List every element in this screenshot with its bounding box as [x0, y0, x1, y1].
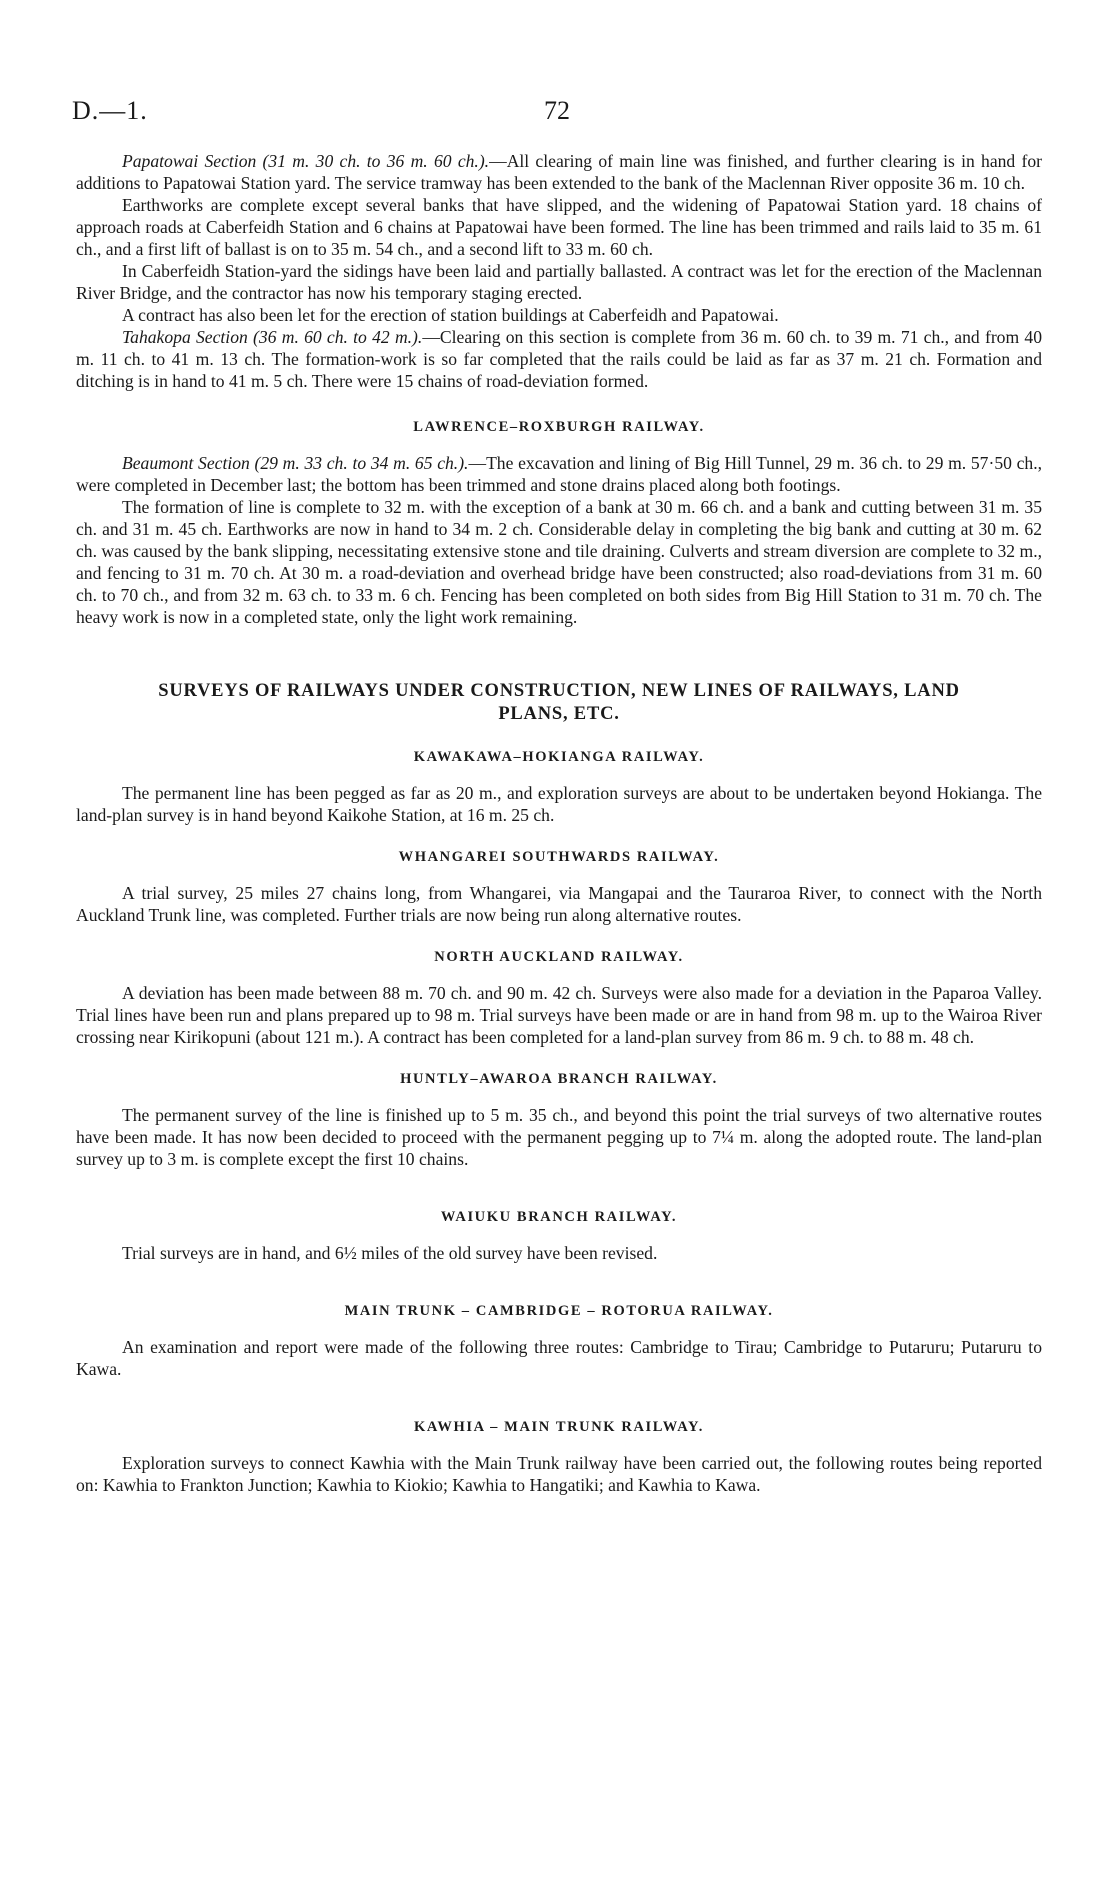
- beaumont-section-title: Beaumont Section (29 m. 33 ch. to 34 m. 65 ch.).: [122, 453, 469, 473]
- report-reference: D.—1.: [72, 96, 148, 125]
- papatowai-paragraph-2: Earthworks are complete except several banks that have slipped, and the widening of Papatowai Station yard. 18 chains of approach roads at Caberfeidh Station and 6 chains at Papatowai have been formed. The line has been trimmed and rails laid to 35 m. 61 ch., and a first lift of ballast is on to 35 m. 54 ch., and a second lift to 33 m. 60 ch.: [76, 195, 1042, 259]
- waiuku-branch-heading: WAIUKU BRANCH RAILWAY.: [440, 1209, 678, 1225]
- kawhia-paragraph: Exploration surveys to connect Kawhia with the Main Trunk railway have been carried out, the following routes being reported on: Kawhia to Frankton Junction; Kawhia to Kiokio; Kawhia to Hangatiki; and Kawhia to Kawa.: [76, 1453, 1042, 1495]
- papatowai-paragraph-3: In Caberfeidh Station-yard the sidings have been laid and partially ballasted. A contract was let for the erection of the Maclennan River Bridge, and the contractor has now his temporary staging erected.: [76, 261, 1042, 303]
- kawakawa-hokianga-heading: KAWAKAWA–HOKIANGA RAILWAY.: [413, 749, 705, 765]
- cambridge-paragraph: An examination and report were made of the following three routes: Cambridge to Tirau; Cambridge to Putaruru; Putaruru to Kawa.: [76, 1337, 1042, 1379]
- page-body: [76, 150, 1042, 1496]
- kawhia-main-trunk-heading: KAWHIA – MAIN TRUNK RAILWAY.: [414, 1419, 704, 1435]
- papatowai-paragraph-4: A contract has also been let for the erection of station buildings at Caberfeidh and Papatowai.: [122, 305, 779, 325]
- surveys-heading: SURVEYS OF RAILWAYS UNDER CONSTRUCTION, NEW LINES OF RAILWAYS, LAND PLANS, ETC.: [158, 681, 960, 724]
- kawakawa-paragraph: The permanent line has been pegged as far as 20 m., and exploration surveys are about to be undertaken beyond Hokianga. The land-plan survey is in hand beyond Kaikohe Station, at 16 m. 25 ch.: [76, 783, 1042, 825]
- papatowai-paragraph-1: Papatowai Section (31 m. 30 ch. to 36 m. 60 ch.).—All clearing of main line was finished, and further clearing is in hand for additions to Papatowai Station yard. The service tramway has been extended to the bank of the Maclennan River opposite 36 m. 10 ch.: [76, 151, 1043, 193]
- beaumont-paragraph-1: Beaumont Section (29 m. 33 ch. to 34 m. 65 ch.).—The excavation and lining of Big Hill Tunnel, 29 m. 36 ch. to 29 m. 57·50 ch., were completed in December last; the bottom has been trimmed and stone drains placed along both footings.: [76, 453, 1043, 495]
- whangarei-paragraph: A trial survey, 25 miles 27 chains long, from Whangarei, via Mangapai and the Tauraroa River, to connect with the North Auckland Trunk line, was completed. Further trials are now being run along alternative routes.: [76, 883, 1042, 925]
- main-trunk-cambridge-rotorua-heading: MAIN TRUNK – CAMBRIDGE – ROTORUA RAILWAY.: [344, 1303, 774, 1319]
- papatowai-section-title: Papatowai Section (31 m. 30 ch. to 36 m. 60 ch.).: [122, 151, 490, 171]
- tahakopa-paragraph: Tahakopa Section (36 m. 60 ch. to 42 m.).—Clearing on this section is complete from 36 m. 60 ch. to 39 m. 71 ch., and from 40 m. 11 ch. to 41 m. 13 ch. The formation-work is so far completed that the rails could be laid as far as 37 m. 21 ch. Formation and ditching is in hand to 41 m. 5 ch. There were 15 chains of road-deviation formed.: [76, 327, 1042, 391]
- beaumont-paragraph-2: The formation of line is complete to 32 m. with the exception of a bank at 30 m. 66 ch. and a bank and cutting between 31 m. 35 ch. and 31 m. 45 ch. Earthworks are now in hand to 34 m. 2 ch. Considerable delay in completing the big bank and cutting at 30 m. 62 ch. was caused by the bank slipping, necessitating extensive stone and tile draining. Culverts and stream diversion are complete to 32 m., and fencing to 31 m. 70 ch. At 30 m. a road-deviation and overhead bridge have been constructed; also road-deviations from 31 m. 60 ch. to 70 ch., and from 32 m. 63 ch. to 33 m. 6 ch. Fencing has been completed on both sides from Big Hill Station to 31 m. 70 ch. The heavy work is now in a completed state, only the light work remaining.: [76, 497, 1042, 627]
- huntly-paragraph: The permanent survey of the line is finished up to 5 m. 35 ch., and beyond this point the trial surveys of two alternative routes have been made. It has now been decided to proceed with the permanent pegging up to 7¼ m. along the adopted route. The land-plan survey up to 3 m. is complete except the first 10 chains.: [76, 1105, 1042, 1169]
- waiuku-paragraph: Trial surveys are in hand, and 6½ miles of the old survey have been revised.: [122, 1243, 658, 1263]
- whangarei-southwards-heading: WHANGAREI SOUTHWARDS RAILWAY.: [398, 849, 720, 865]
- north-auckland-paragraph: A deviation has been made between 88 m. 70 ch. and 90 m. 42 ch. Surveys were also made for a deviation in the Paparoa Valley. Trial lines have been run and plans prepared up to 98 m. Trial surveys have been made or are in hand from 98 m. up to the Wairoa River crossing near Kirikopuni (about 121 m.). A contract has been completed for a land-plan survey from 86 m. 9 ch. to 88 m. 48 ch.: [76, 983, 1042, 1047]
- north-auckland-heading: NORTH AUCKLAND RAILWAY.: [434, 949, 684, 965]
- lawrence-roxburgh-heading: LAWRENCE–ROXBURGH RAILWAY.: [413, 419, 705, 435]
- huntly-awaroa-heading: HUNTLY–AWAROA BRANCH RAILWAY.: [400, 1071, 718, 1087]
- page-number: 72: [544, 96, 570, 125]
- tahakopa-section-title: Tahakopa Section (36 m. 60 ch. to 42 m.).: [122, 327, 423, 347]
